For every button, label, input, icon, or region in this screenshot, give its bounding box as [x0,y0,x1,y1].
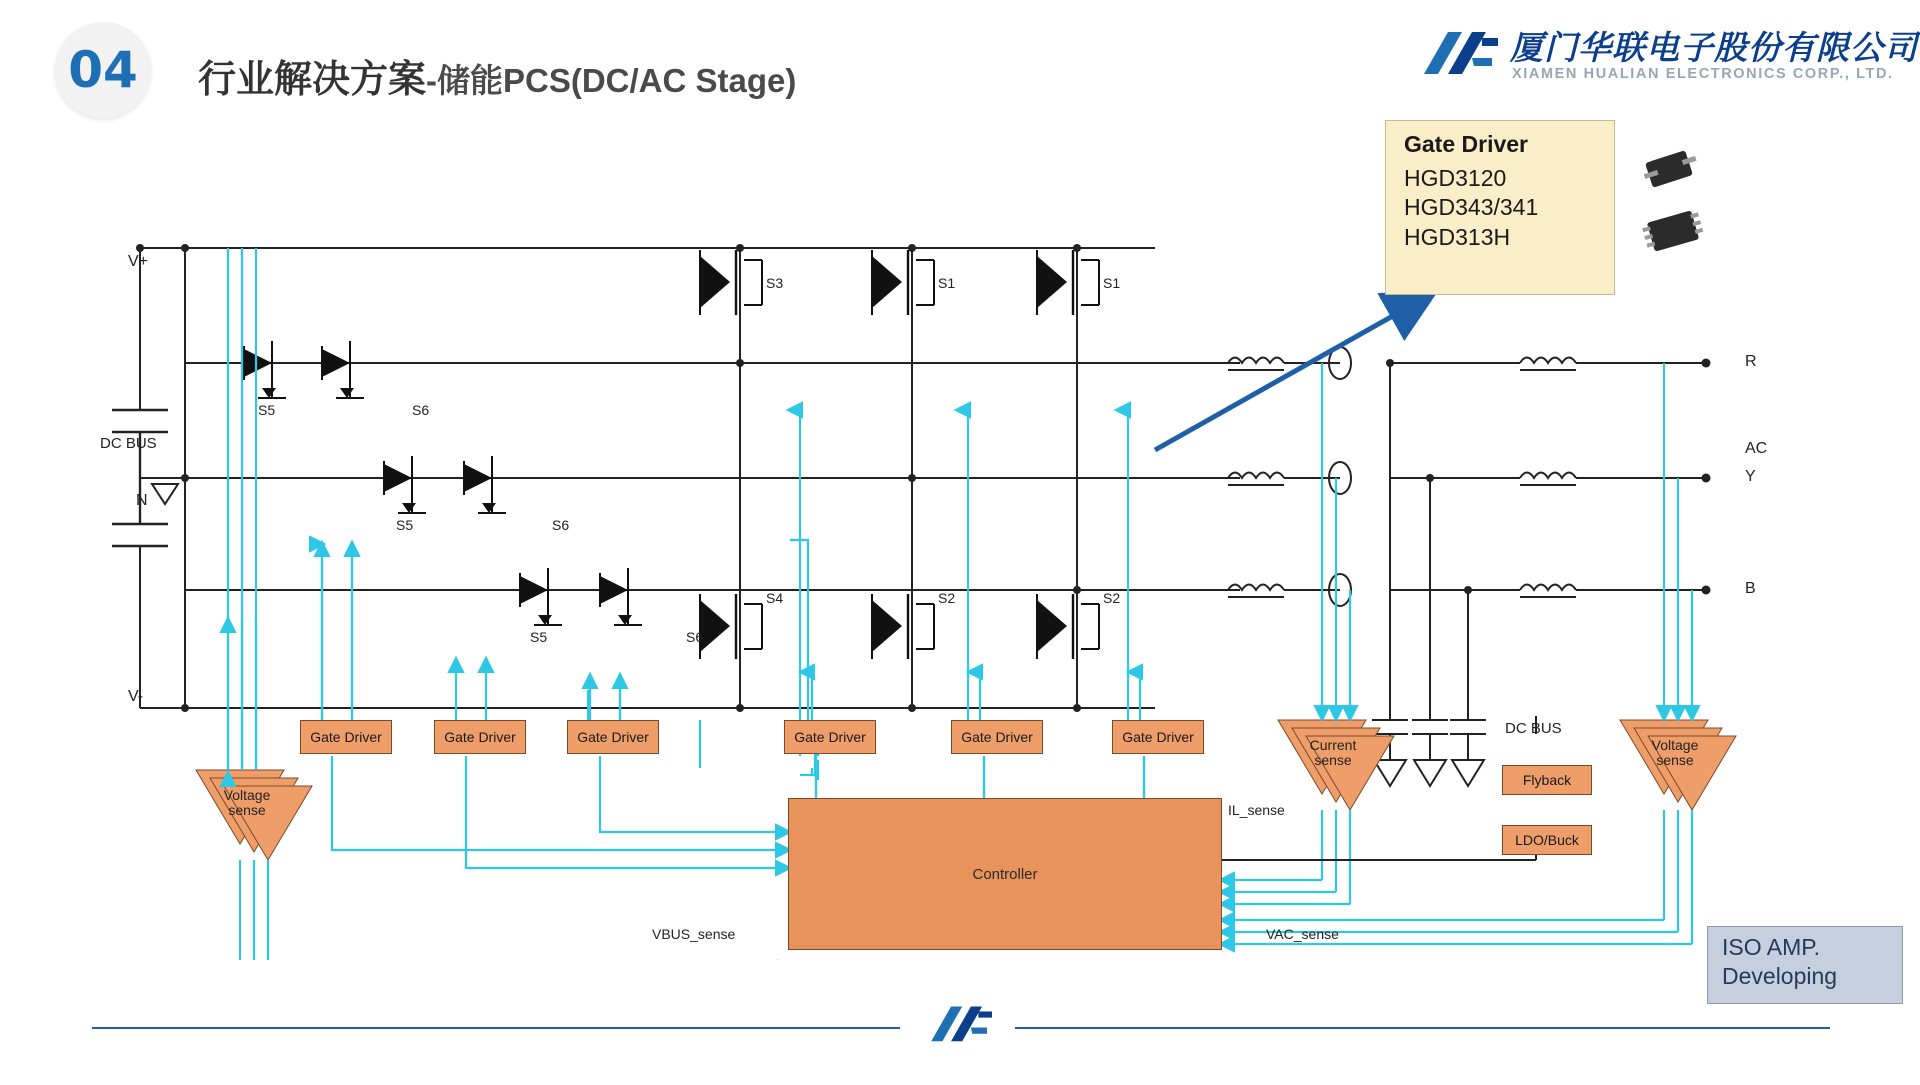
label-s5-row3: S5 [530,629,548,645]
circuit-diagram [0,120,1920,989]
label-vbus-sense: VBUS_sense [652,926,736,942]
voltage-sense-right-line2: sense [1656,751,1694,768]
label-s5-row2: S5 [396,517,414,533]
hl-logo-icon [1422,28,1500,86]
label-s6-row2: S6 [552,517,570,533]
gate-driver-callout [1385,120,1615,295]
gate-driver-block-6[interactable]: Gate Driver [1112,720,1204,754]
page-title-main: 行业解决方案 [198,59,427,101]
callout-part-3: HGD313H [1404,223,1511,250]
slide-footer [0,990,1920,1080]
label-s1-leg2: S1 [938,275,956,291]
voltage-sense-left-line1: Voltage [223,787,271,803]
iso-amp-line1: ISO AMP. [1722,934,1821,960]
callout-caption: Gate Driver [1404,131,1529,157]
label-phase-b: B [1745,580,1756,597]
voltage-sense-left-line2: sense [228,801,266,818]
page-title-sub: -储能PCS(DC/AC Stage) [426,62,797,99]
chip-package-icon-1 [1636,142,1706,198]
label-s2-leg3: S2 [1103,590,1121,606]
label-s6-row1: S6 [412,402,430,418]
current-sense-line1: Current [1309,737,1357,753]
gate-driver-block-3[interactable]: Gate Driver [567,720,659,754]
label-dc-bus: DC BUS [100,435,157,452]
label-s1-leg3: S1 [1103,275,1121,291]
chip-package-icon-2 [1636,204,1712,264]
ldo-buck-block[interactable]: LDO/Buck [1502,825,1592,855]
flyback-block[interactable]: Flyback [1502,765,1592,795]
slide-number: 04 [68,41,138,99]
label-il-sense: IL_sense [1228,802,1285,818]
label-ac: AC [1745,440,1768,457]
label-s3: S3 [766,275,784,291]
label-vplus: V+ [128,253,149,270]
label-phase-r: R [1745,353,1757,370]
logo-company-cn: 厦门华联电子股份有限公司 [1510,29,1918,66]
slide-header [0,0,1920,130]
controller-block[interactable]: Controller [788,798,1222,950]
label-s4: S4 [766,590,784,606]
label-phase-y: Y [1745,468,1756,485]
gate-driver-block-2[interactable]: Gate Driver [434,720,526,754]
gate-driver-block-1[interactable]: Gate Driver [300,720,392,754]
label-vac-sense: VAC_sense [1266,926,1339,942]
label-s6-row3: S6 [686,629,704,645]
label-neutral: N [136,492,148,509]
label-s2-leg2: S2 [938,590,956,606]
iso-amp-line2: Developing [1722,962,1838,989]
callout-part-1: HGD3120 [1404,165,1507,191]
logo-company-en: XIAMEN HUALIAN ELECTRONICS CORP., LTD. [1512,66,1894,82]
callout-part-2: HGD343/341 [1404,194,1539,221]
label-dc-bus-aux: DC BUS [1505,720,1562,737]
gate-driver-block-4[interactable]: Gate Driver [784,720,876,754]
voltage-sense-right-line1: Voltage [1651,737,1699,753]
current-sense-line2: sense [1314,751,1352,768]
label-vminus: V- [128,688,144,705]
page-title [198,48,796,103]
company-logo [1422,22,1918,98]
gate-driver-block-5[interactable]: Gate Driver [951,720,1043,754]
label-s5-row1: S5 [258,402,276,418]
footer-divider [0,990,1920,1080]
